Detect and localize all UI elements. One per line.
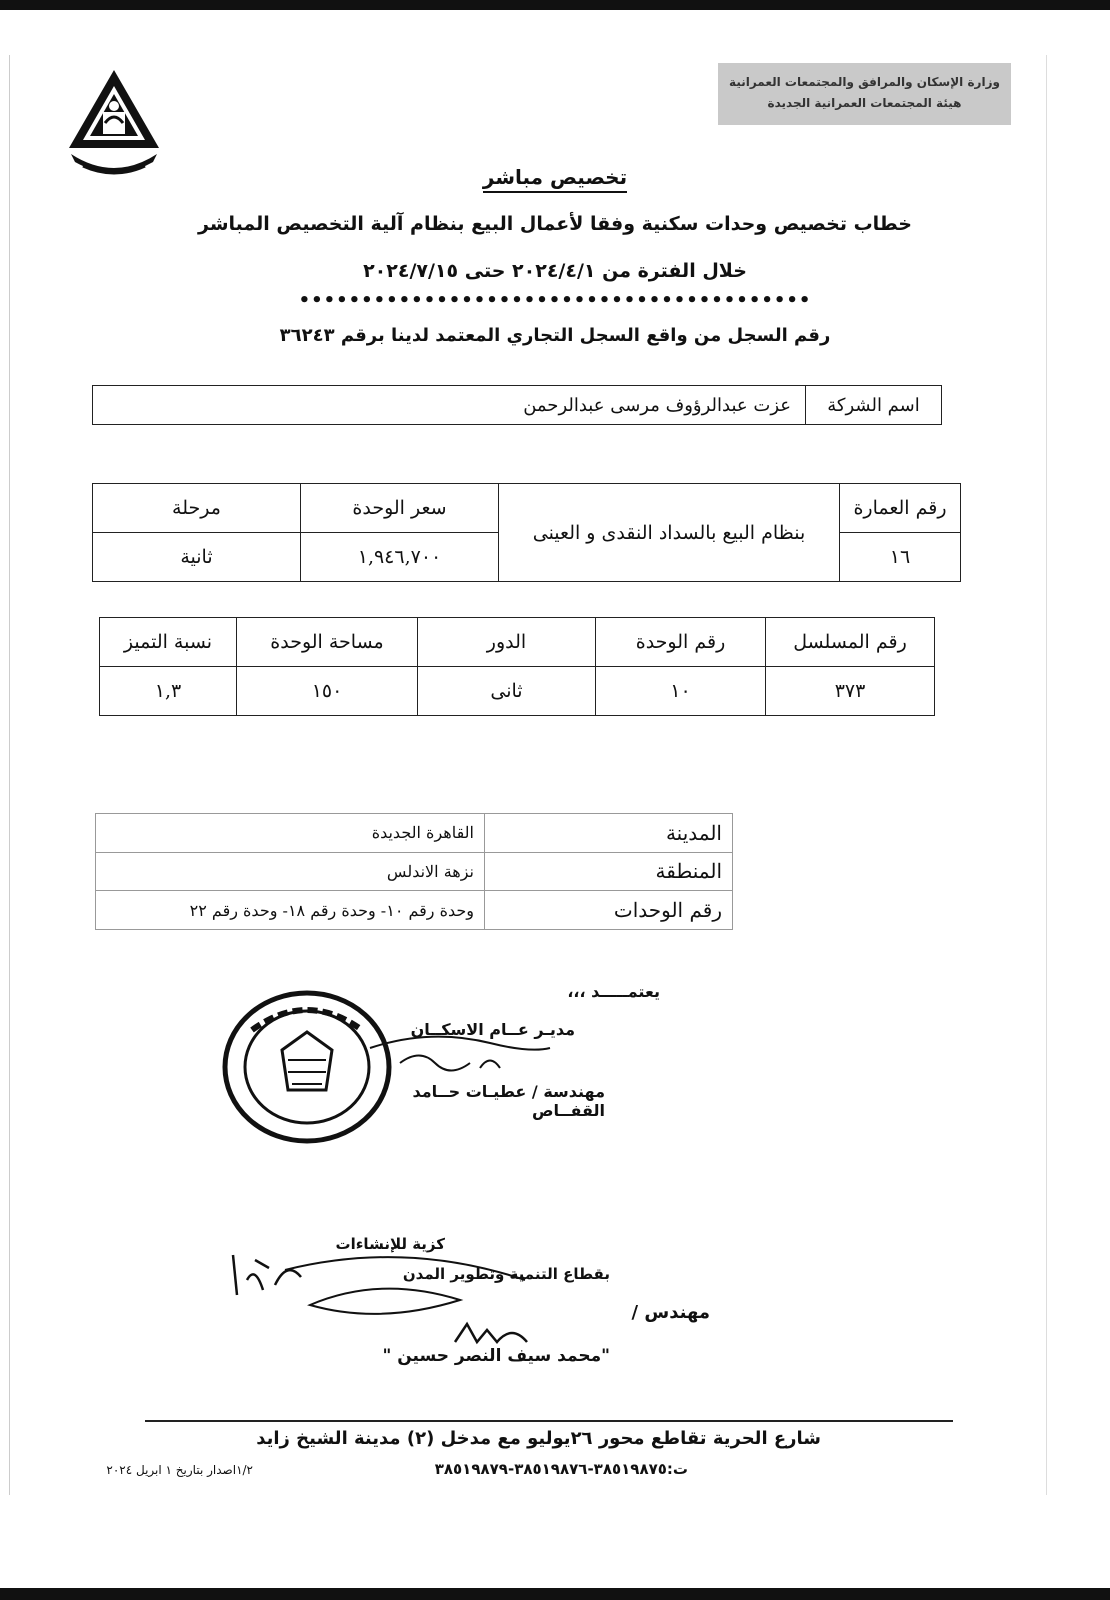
authority-logo-icon xyxy=(65,68,163,178)
authority-name: هيئة المجتمعات العمرانية الجديدة xyxy=(767,96,962,110)
building-number-value: ١٦ xyxy=(840,533,961,582)
department-line-2: بقطاع التنمية وتطوير المدن xyxy=(402,1265,610,1283)
allocation-period: خلال الفترة من ٢٠٢٤/٤/١ حتى ٢٠٢٤/٧/١٥ xyxy=(363,260,747,282)
handwritten-signature-2-icon xyxy=(225,1240,575,1360)
company-table xyxy=(92,385,942,425)
office-address: شارع الحرية تقاطع محور ٢٦يوليو مع مدخل (٢) مدينة الشيخ زايد xyxy=(256,1428,821,1449)
ministry-name: وزارة الإسكان والمرافق والمجتمعات العمرانية xyxy=(729,75,1000,89)
unit-price-label: سعر الوحدة xyxy=(301,484,499,533)
footer-divider xyxy=(145,1420,953,1422)
building-number-label: رقم العمارة xyxy=(840,484,961,533)
phone-numbers: ت:٣٨٥١٩٨٧٥-٣٨٥١٩٨٧٦-٣٨٥١٩٨٧٩ xyxy=(434,1460,688,1478)
phase-label: مرحلة xyxy=(93,484,301,533)
unit-number-value: ١٠ xyxy=(596,667,766,716)
company-value: عزت عبدالرؤوف مرسى عبدالرحمن xyxy=(93,386,806,425)
scan-bottom-border xyxy=(0,1588,1110,1600)
floor-label: الدور xyxy=(418,618,596,667)
registry-number: رقم السجل من واقع السجل التجاري المعتمد لدينا برقم ٣٦٢٤٣ xyxy=(279,325,831,346)
premium-ratio-label: نسبة التميز xyxy=(100,618,237,667)
dotted-separator: ••••••••••••••••••••••••••••••••••••••••• xyxy=(298,290,812,311)
floor-value: ثانى xyxy=(418,667,596,716)
premium-ratio-value: ١,٣ xyxy=(100,667,237,716)
engineer-name: "محمد سيف النصر حسين " xyxy=(382,1346,610,1366)
document-title: تخصيص مباشر xyxy=(0,165,1110,189)
district-value: نزهة الاندلس xyxy=(96,852,485,891)
issue-date: ١/٢اصدار بتاريخ ١ ابريل ٢٠٢٤ xyxy=(106,1463,253,1477)
unit-price-value: ١,٩٤٦,٧٠٠ xyxy=(301,533,499,582)
engineer-title: مهندس / xyxy=(631,1302,710,1323)
unit-area-label: مساحة الوحدة xyxy=(237,618,418,667)
building-table xyxy=(92,483,961,582)
serial-value: ٣٧٣ xyxy=(766,667,935,716)
unit-area-value: ١٥٠ xyxy=(237,667,418,716)
ministry-header xyxy=(718,63,1011,125)
approval-text: يعتمـــــد ،،، xyxy=(567,982,660,1001)
department-line-1: كزية للإنشاءات xyxy=(335,1235,445,1253)
unit-details-table xyxy=(99,617,935,716)
housing-director-title: مديـر عــام الاسكــان xyxy=(410,1020,575,1039)
housing-director-name: مهندسة / عطيـات حــامد القفــاص xyxy=(412,1082,605,1120)
unit-number-label: رقم الوحدة xyxy=(596,618,766,667)
serial-label: رقم المسلسل xyxy=(766,618,935,667)
units-value: وحدة رقم ١٠- وحدة رقم ١٨- وحدة رقم ٢٢ xyxy=(96,891,485,930)
phase-value: ثانية xyxy=(93,533,301,582)
location-table xyxy=(95,813,733,930)
city-value: القاهرة الجديدة xyxy=(96,814,485,853)
city-label: المدينة xyxy=(485,814,733,853)
company-label: اسم الشركة xyxy=(806,386,942,425)
sales-system: بنظام البيع بالسداد النقدى و العينى xyxy=(499,484,840,582)
document-subtitle: خطاب تخصيص وحدات سكنية وفقا لأعمال البيع بنظام آلية التخصيص المباشر xyxy=(198,213,912,235)
district-label: المنطقة xyxy=(485,852,733,891)
units-label: رقم الوحدات xyxy=(485,891,733,930)
scan-top-border xyxy=(0,0,1110,10)
